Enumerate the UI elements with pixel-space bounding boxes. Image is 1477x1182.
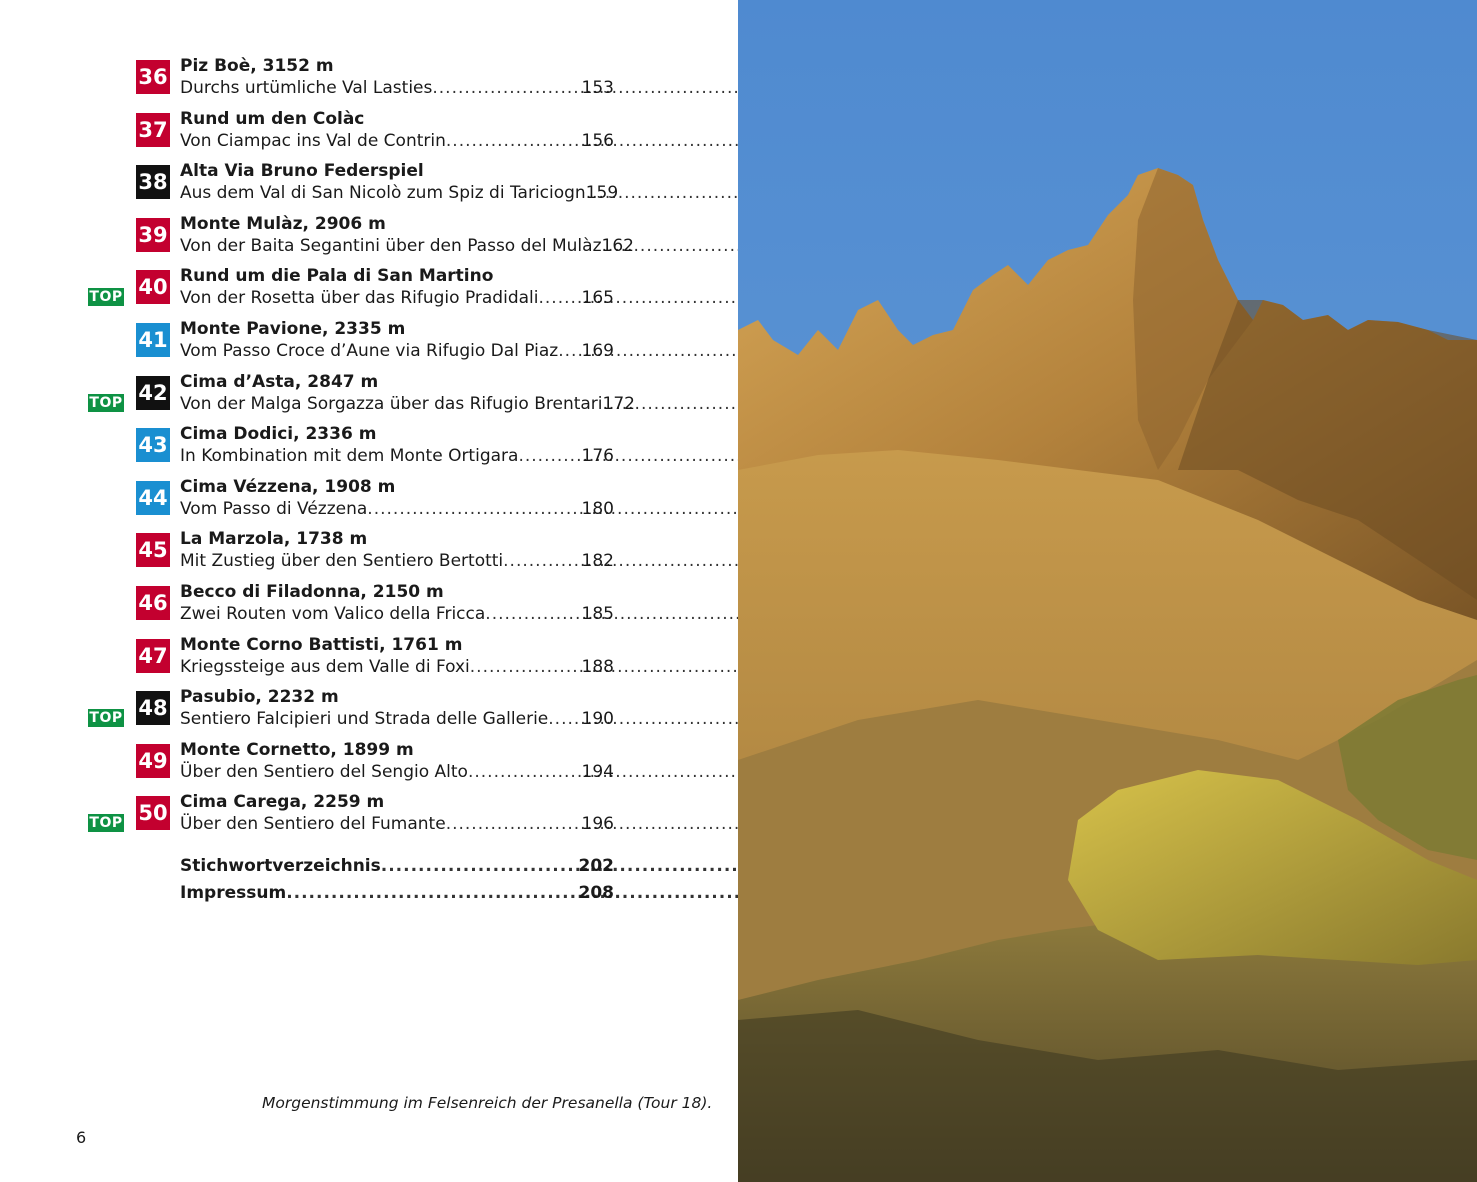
tour-subtitle: Von der Malga Sorgazza über das Rifugio Brentari <box>180 393 603 414</box>
tour-title: Alta Via Bruno Federspiel <box>180 161 424 182</box>
tour-number-badge: 39 <box>136 218 170 252</box>
top-badge: TOP <box>89 289 123 306</box>
toc-entry[interactable] <box>88 160 618 213</box>
tour-page: 159 <box>585 183 619 204</box>
tour-subtitle: Vom Passo Croce d’Aune via Rifugio Dal Piaz <box>180 340 559 361</box>
tour-title: Rund um den Colàc <box>180 108 365 129</box>
tour-number-badge: 40 <box>136 270 170 304</box>
tour-number-badge: 47 <box>136 639 170 673</box>
tour-number-badge: 41 <box>136 323 170 357</box>
toc-extra-page: 208 <box>578 883 614 903</box>
tour-subtitle: Mit Zustieg über den Sentiero Bertotti <box>180 551 504 572</box>
tour-title: Monte Corno Battisti, 1761 m <box>180 634 463 655</box>
tour-number-badge: 38 <box>136 165 170 199</box>
tour-number-badge: 45 <box>136 533 170 567</box>
photo-caption: Morgenstimmung im Felsenreich der Presanella (Tour 18). <box>262 1094 713 1112</box>
tour-page: 162 <box>601 235 634 256</box>
top-badge: TOP <box>89 394 123 411</box>
tour-page: 185 <box>581 603 614 624</box>
top-badge: TOP <box>89 710 123 727</box>
toc-extra-label: Stichwortverzeichnis <box>180 856 381 876</box>
toc-entry[interactable] <box>88 739 618 792</box>
tour-title: Cima Vézzena, 1908 m <box>180 476 396 497</box>
tour-title: Cima Carega, 2259 m <box>180 792 385 813</box>
tour-page: 182 <box>581 551 614 572</box>
tour-title: Cima Dodici, 2336 m <box>180 424 377 445</box>
tour-number-badge: 42 <box>136 376 170 410</box>
page-number: 6 <box>76 1128 87 1147</box>
toc-extra-impressum[interactable] <box>180 882 614 904</box>
toc-entry[interactable] <box>88 791 618 844</box>
toc-entry[interactable] <box>88 476 618 529</box>
tour-number-badge: 44 <box>136 481 170 515</box>
tour-number-badge: 37 <box>136 113 170 147</box>
tour-title: Monte Mulàz, 2906 m <box>180 213 386 234</box>
tour-page: 194 <box>581 761 614 782</box>
tour-subtitle: Sentiero Falcipieri und Strada delle Gallerie <box>180 709 549 730</box>
tour-page: 196 <box>581 814 614 835</box>
tour-title: Monte Pavione, 2335 m <box>180 318 406 339</box>
tour-title: Monte Cornetto, 1899 m <box>180 739 414 760</box>
tour-number-badge: 46 <box>136 586 170 620</box>
toc-entry[interactable] <box>88 108 618 161</box>
tour-subtitle: Aus dem Val di San Nicolò zum Spiz di Tariciogn <box>180 183 586 204</box>
tour-page: 153 <box>581 78 614 98</box>
tour-subtitle: Von der Baita Segantini über den Passo del Mulàz <box>180 235 602 256</box>
tour-subtitle: Zwei Routen vom Valico della Fricca <box>180 603 486 624</box>
tour-subtitle: Vom Passo di Vézzena <box>180 498 368 519</box>
tour-page: 190 <box>581 709 614 730</box>
tour-page: 180 <box>581 498 614 519</box>
toc-entry[interactable] <box>88 55 618 108</box>
tour-page: 156 <box>581 130 614 151</box>
tour-title: Cima d’Asta, 2847 m <box>180 371 379 392</box>
tour-title: La Marzola, 1738 m <box>180 529 368 550</box>
tour-number-badge: 43 <box>136 428 170 462</box>
mountain-photo-illustration <box>738 0 1477 1182</box>
tour-subtitle: In Kombination mit dem Monte Ortigara <box>180 446 519 467</box>
top-badge: TOP <box>89 815 123 832</box>
tour-number-badge: 49 <box>136 744 170 778</box>
tour-page: 165 <box>581 288 614 309</box>
toc-entry[interactable] <box>88 318 618 371</box>
left-page <box>0 0 738 1182</box>
tour-subtitle: Über den Sentiero del Fumante <box>180 814 446 835</box>
tour-page: 169 <box>581 340 614 361</box>
tour-number-badge: 48 <box>136 691 170 725</box>
table-of-contents <box>88 55 635 844</box>
tour-number-badge: 50 <box>136 796 170 830</box>
toc-extra-index[interactable] <box>180 855 614 877</box>
photo-mountain <box>738 0 1477 1182</box>
tour-title: Piz Boè, 3152 m <box>180 56 334 76</box>
tour-number-badge: 36 <box>136 60 170 94</box>
tour-subtitle: Kriegssteige aus dem Valle di Foxi <box>180 656 470 677</box>
tour-subtitle: Über den Sentiero del Sengio Alto <box>180 761 468 782</box>
tour-subtitle: Von der Rosetta über das Rifugio Pradidali <box>180 288 539 309</box>
toc-extra-page: 202 <box>578 856 614 876</box>
tour-page: 172 <box>602 393 635 414</box>
tour-subtitle: Von Ciampac ins Val de Contrin <box>180 130 446 151</box>
toc-entry[interactable] <box>88 686 618 739</box>
toc-entry[interactable] <box>88 423 618 476</box>
toc-entry[interactable] <box>88 213 634 266</box>
toc-entry[interactable] <box>88 371 635 424</box>
tour-page: 176 <box>581 446 614 467</box>
tour-title: Pasubio, 2232 m <box>180 687 339 708</box>
toc-entry[interactable] <box>88 528 618 581</box>
toc-entry[interactable] <box>88 581 618 634</box>
toc-extra-label: Impressum <box>180 883 287 903</box>
tour-page: 188 <box>581 656 614 677</box>
tour-title: Becco di Filadonna, 2150 m <box>180 581 444 602</box>
tour-title: Rund um die Pala di San Martino <box>180 266 494 287</box>
tour-subtitle: Durchs urtümliche Val Lasties <box>180 78 433 98</box>
toc-entry[interactable] <box>88 634 618 687</box>
toc-entry[interactable] <box>88 265 618 318</box>
